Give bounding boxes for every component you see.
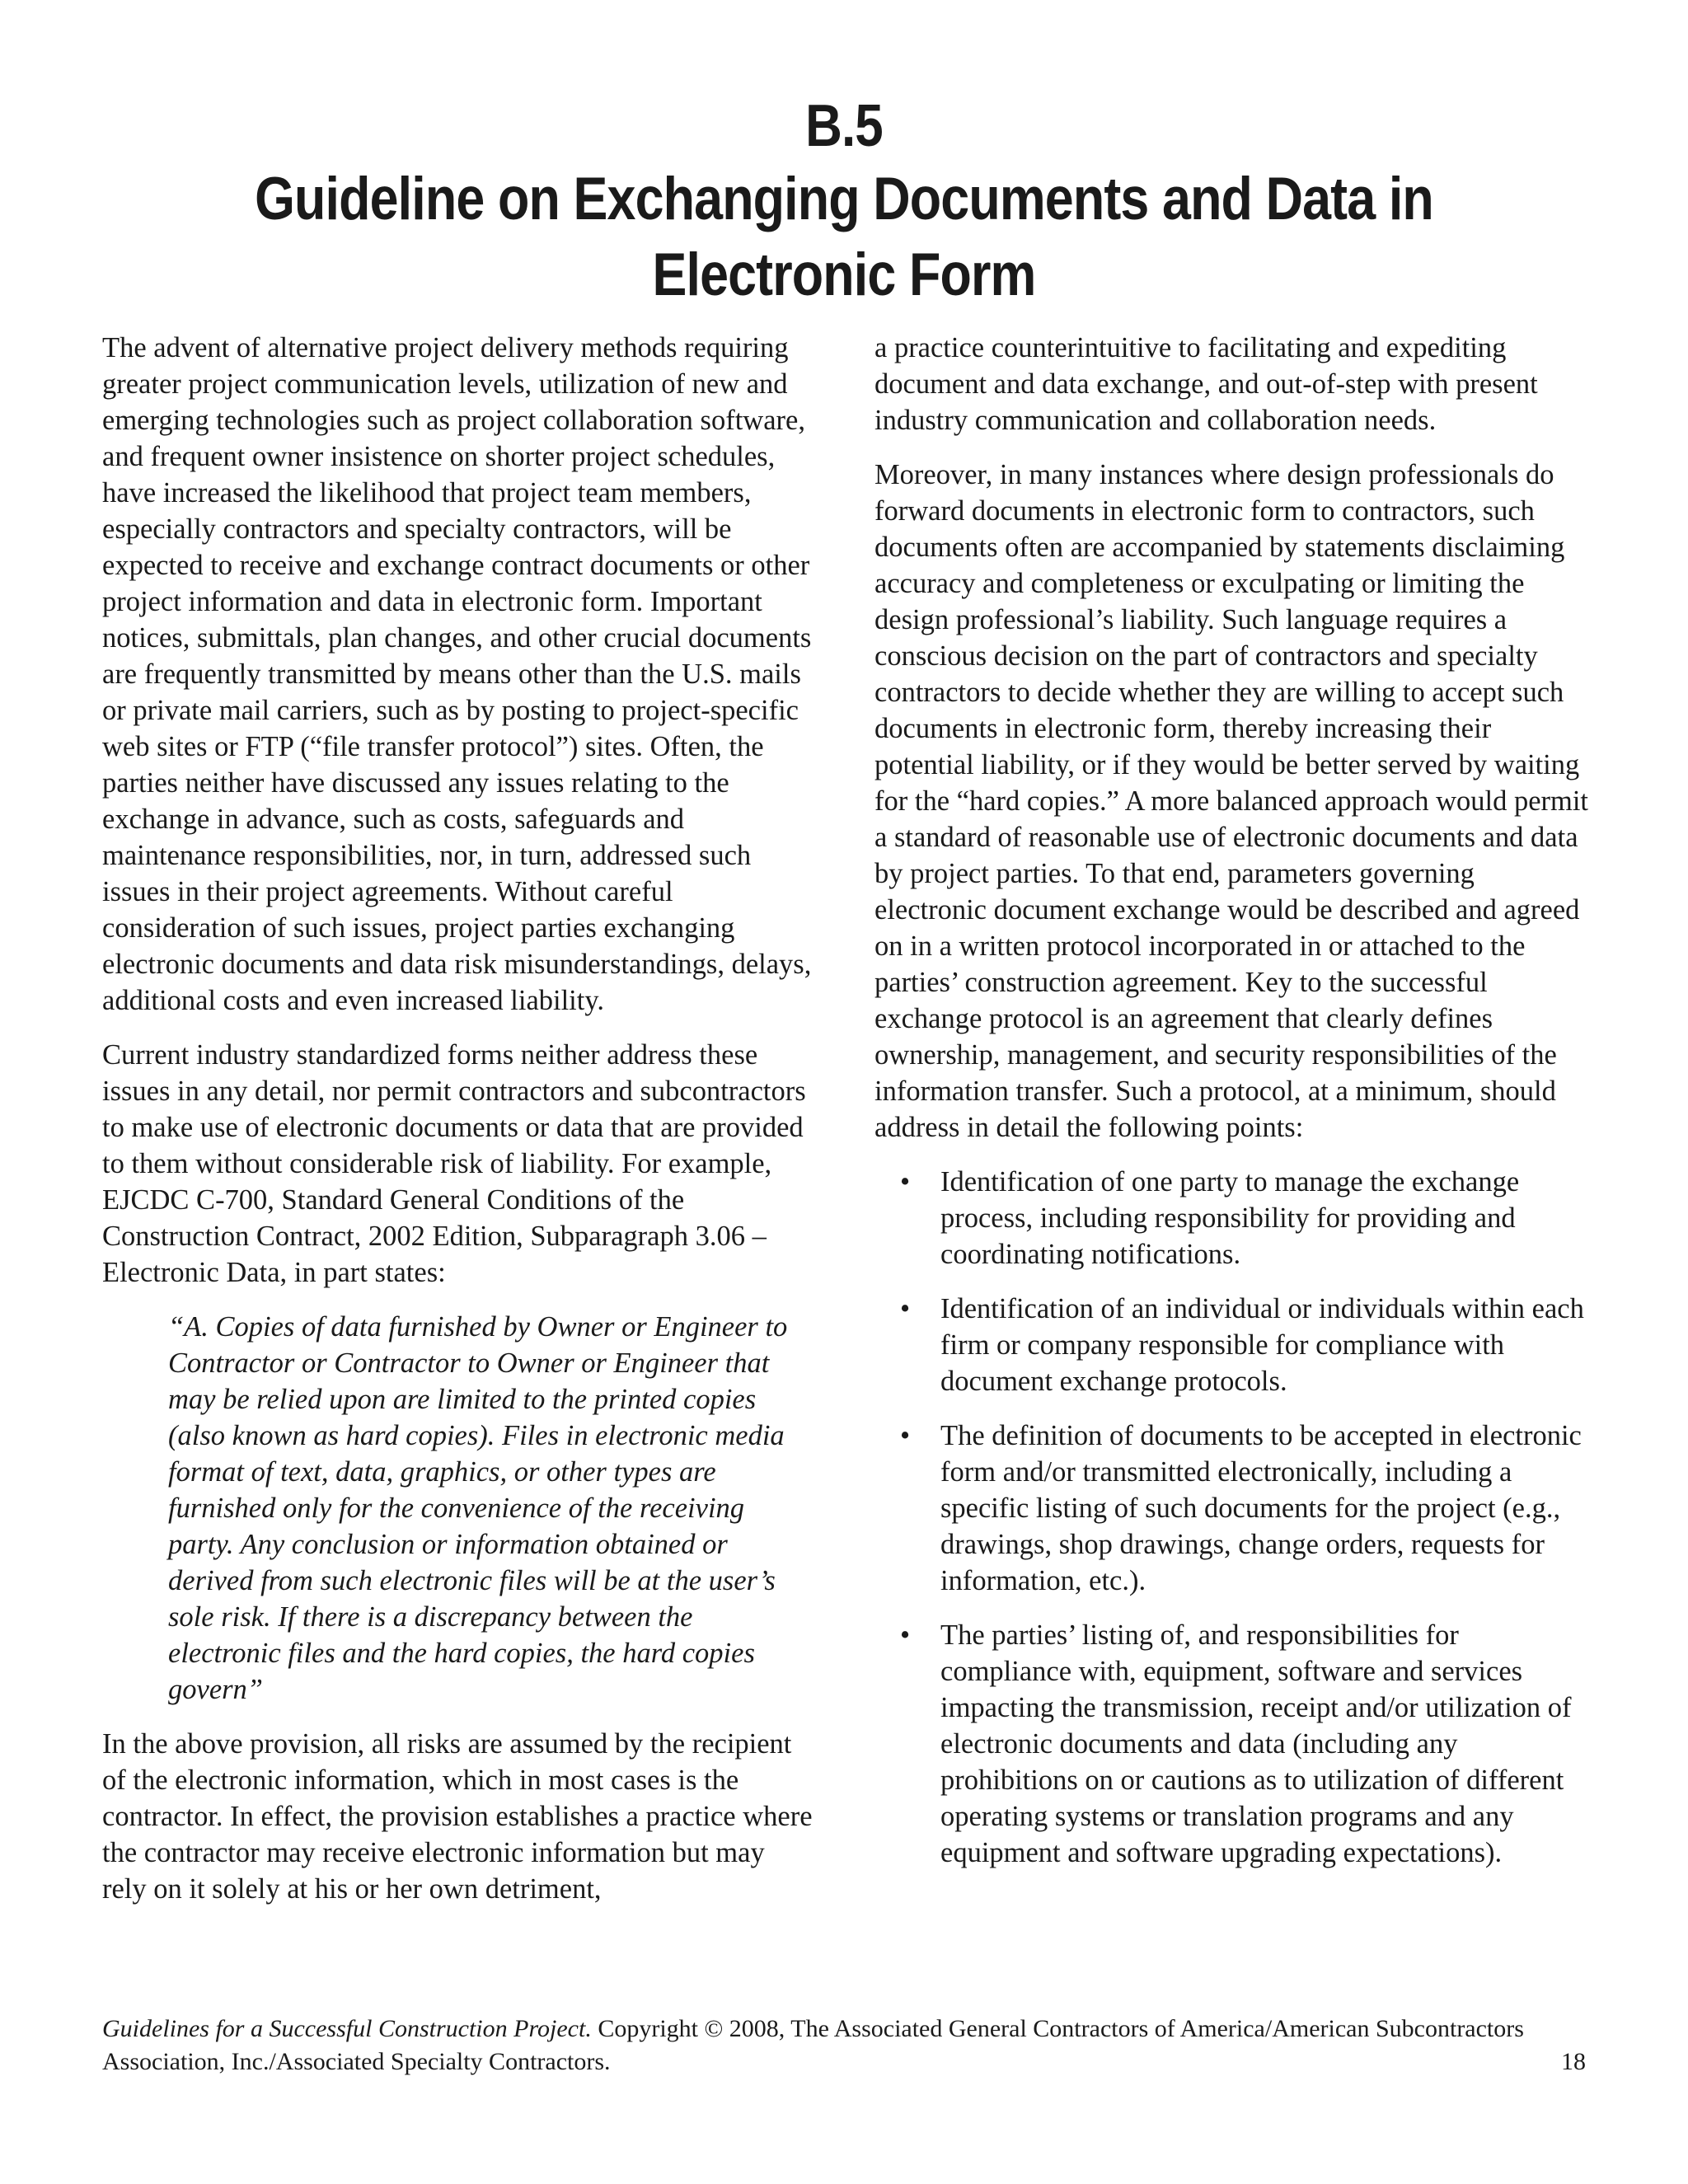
paragraph: Moreover, in many instances where design professionals do forward documents in electronic form to contractors, such documents often are accompanied by statements disclaiming accuracy and completeness or exculpating or limiting the design professional’s liability. Such language requires a conscious decision on the part of contractors and specialty contractors to decide whether they are willing to accept such documents in electronic form, thereby increasing their potential liability, or if they would be better served by waiting for the “hard copies.” A more balanced approach would permit a standard of reasonable use of electronic documents and data by project parties. To that end, parameters governing electronic document exchange would be described and agreed on in a written protocol incorporated in or attached to the parties’ construction agreement. Key to the successful exchange protocol is an agreement that clearly defines ownership, management, and security responsibilities of the information transfer. Such a protocol, at a minimum, should address in detail the following points:: [874, 459, 1589, 1143]
paragraph: Current industry standardized forms neither address these issues in any detail, nor permit contractors and subcontractors to make use of electronic documents or data that are provided to them without considerable risk of liability. For example, EJCDC C-700, Standard General Conditions of the Construction Contract, 2002 Edition, Subparagraph 3.06 – Electronic Data, in part states:: [102, 1039, 806, 1288]
right-column: [874, 330, 1592, 1889]
left-column: [102, 330, 814, 1925]
list-item-text: Identification of one party to manage the exchange process, including responsibility for providing and coordinating notifications.: [940, 1166, 1520, 1270]
bullet-icon: •: [900, 1166, 911, 1197]
list-item: [874, 1617, 1592, 1871]
bullet-icon: •: [900, 1420, 911, 1451]
copyright-text: Copyright © 2008, The Associated General Contractors of America/American Subcontractors Association, Inc./Associated Specialty Contractors.: [102, 2015, 1524, 2075]
page-title-line-1: Guideline on Exchanging Documents and Data in: [255, 166, 1433, 232]
section-number: B.5: [805, 93, 883, 159]
list-item-text: Identification of an individual or individuals within each firm or company responsible for compliance with document exchange protocols.: [940, 1293, 1584, 1397]
bullet-list: [874, 1164, 1592, 1871]
page-title-line-2: Electronic Form: [652, 241, 1036, 308]
page-footer: [102, 2013, 1586, 2079]
paragraph: The advent of alternative project delivery methods requiring greater project communication levels, utilization of new and emerging technologies such as project collaboration software, and frequent owner insistence on shorter project schedules, have increased the likelihood that project team members, especially contractors and specialty contractors, will be expected to receive and exchange contract documents or other project information and data in electronic form. Important notices, submittals, plan changes, and other crucial documents are frequently transmitted by means other than the U.S. mails or private mail carriers, such as by posting to project-specific web sites or FTP (“file transfer protocol”) sites. Often, the parties neither have discussed any issues relating to the exchange in advance, such as costs, safeguards and maintenance responsibilities, nor, in turn, addressed such issues in their project agreements. Without careful consideration of such issues, project parties exchanging electronic documents and data risk misunderstandings, delays, additional costs and even increased liability.: [102, 332, 812, 1016]
paragraph: In the above provision, all risks are assumed by the recipient of the electronic information, which in most cases is the contractor. In effect, the provision establishes a practice where the contractor may receive electronic information but may rely on it solely at his or her own detriment,: [102, 1728, 813, 1905]
list-item-text: The parties’ listing of, and responsibilities for compliance with, equipment, software and services impacting the transmission, receipt and/or utilization of electronic documents and data (including any prohibitions on or cautions as to utilization of different operating systems or translation programs and any equipment and software upgrading expectations).: [940, 1619, 1572, 1868]
page-header: [118, 91, 1569, 313]
list-item-text: The definition of documents to be accepted in electronic form and/or transmitted electronically, including a specific listing of such documents for the project (e.g., drawings, shop drawings, change orders, requests for information, etc.).: [940, 1420, 1582, 1596]
list-item: [874, 1418, 1592, 1599]
list-item: [874, 1291, 1592, 1399]
publication-title: Guidelines for a Successful Construction Project.: [102, 2015, 592, 2042]
list-item: [874, 1164, 1592, 1272]
paragraph: a practice counterintuitive to facilitating and expediting document and data exchange, and out-of-step with present industry communication and collaboration needs.: [874, 332, 1538, 436]
bullet-icon: •: [900, 1619, 911, 1651]
page-number: 18: [1561, 2048, 1586, 2075]
block-quote: “A. Copies of data furnished by Owner or Engineer to Contractor or Contractor to Owner or Engineer that may be relied upon are limited to the printed copies (also known as hard copies). Files in electronic media format of text, data, graphics, or other types are furnished only for the convenience of the receiving party. Any conclusion or information obtained or derived from such electronic files will be at the user’s sole risk. If there is a discrepancy between the electronic files and the hard copies, the hard copies govern”: [168, 1311, 788, 1705]
bullet-icon: •: [900, 1293, 911, 1324]
